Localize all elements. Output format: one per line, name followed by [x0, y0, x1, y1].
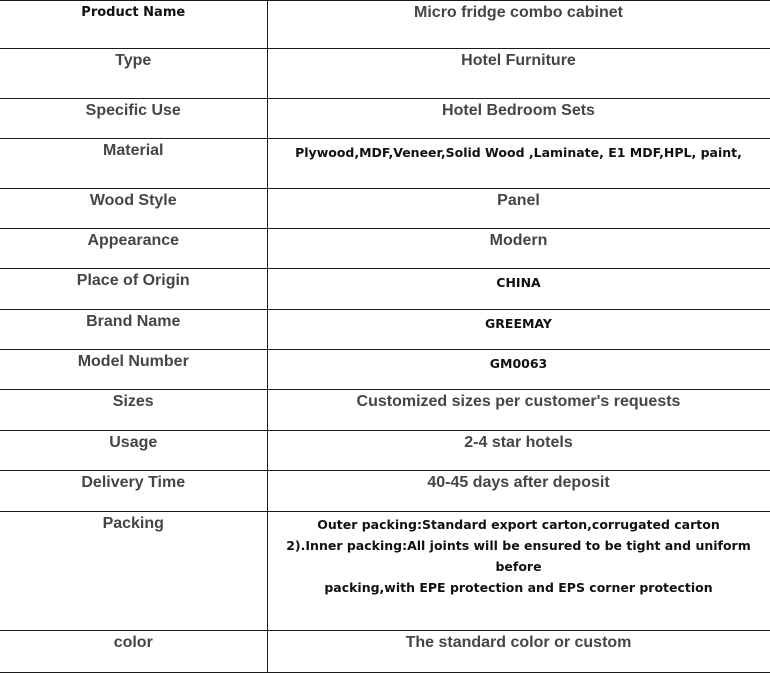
table-row-delivery-time — [0, 471, 770, 512]
row-value-text: Modern — [489, 232, 548, 249]
table-row-product-name — [0, 1, 770, 49]
row-key — [0, 269, 267, 310]
row-value — [267, 189, 770, 229]
row-key-text: Brand Name — [86, 313, 181, 330]
row-key — [0, 350, 267, 390]
table-row-place-of-origin — [0, 269, 770, 310]
row-value-text: Hotel Bedroom Sets — [442, 102, 595, 119]
row-key — [0, 431, 267, 471]
table-row-specific-use — [0, 99, 770, 139]
row-key — [0, 390, 267, 431]
row-value — [267, 631, 770, 673]
table-row-color — [0, 631, 770, 673]
row-value — [267, 99, 770, 139]
table-row-sizes — [0, 390, 770, 431]
row-value-text: 40-45 days after deposit — [427, 474, 610, 491]
row-key-text: Appearance — [87, 232, 180, 249]
row-key — [0, 1, 267, 49]
row-key-text: Type — [115, 52, 152, 69]
row-value-text: Plywood,MDF,Veneer,Solid Wood ,Laminate, E1 MDF,HPL, paint, — [295, 145, 742, 160]
row-value-text: Micro fridge combo cabinet — [414, 4, 623, 21]
row-value — [267, 350, 770, 390]
row-key — [0, 512, 267, 631]
row-key-text: Delivery Time — [81, 474, 186, 491]
packing-line: packing,with EPE protection and EPS corner protection — [324, 580, 713, 595]
row-value — [267, 310, 770, 350]
row-key — [0, 99, 267, 139]
row-value-text: 2-4 star hotels — [464, 434, 573, 451]
row-value — [267, 431, 770, 471]
row-value-text: GREEMAY — [485, 316, 552, 331]
table-row-type — [0, 49, 770, 99]
row-key — [0, 189, 267, 229]
row-key — [0, 229, 267, 269]
table-row-wood-style — [0, 189, 770, 229]
row-value — [267, 229, 770, 269]
table-row-appearance — [0, 229, 770, 269]
row-value-text: CHINA — [496, 275, 541, 290]
row-key — [0, 471, 267, 512]
row-key-text: Usage — [109, 434, 158, 451]
row-value — [267, 512, 770, 631]
table-row-model-number — [0, 350, 770, 390]
row-key-text: Place of Origin — [76, 272, 190, 289]
row-value-text: Customized sizes per customer's requests — [356, 393, 681, 410]
row-key-text: Wood Style — [89, 192, 177, 209]
row-key-text: Model Number — [77, 353, 189, 370]
packing-line: 2).Inner packing:All joints will be ensured to be tight and uniform before — [286, 538, 751, 574]
row-key-text: Material — [103, 142, 164, 159]
row-value-text: Panel — [497, 192, 540, 209]
row-key-text: Sizes — [112, 393, 154, 410]
packing-text-block — [268, 512, 770, 598]
row-key — [0, 49, 267, 99]
table-row-usage — [0, 431, 770, 471]
row-key — [0, 310, 267, 350]
row-value — [267, 471, 770, 512]
row-key — [0, 631, 267, 673]
row-value — [267, 49, 770, 99]
row-value — [267, 390, 770, 431]
table-row-packing — [0, 512, 770, 631]
table-row-brand-name — [0, 310, 770, 350]
table-row-material — [0, 139, 770, 189]
row-key-text: Specific Use — [85, 102, 181, 119]
row-value-text: The standard color or custom — [405, 634, 632, 651]
row-value-text: Hotel Furniture — [461, 52, 576, 69]
row-key-text: Product Name — [81, 5, 186, 20]
row-value-text: GM0063 — [489, 356, 548, 371]
row-key — [0, 139, 267, 189]
row-value — [267, 1, 770, 49]
packing-line: Outer packing:Standard export carton,corrugated carton — [317, 517, 720, 532]
row-value — [267, 269, 770, 310]
row-key-text: Packing — [102, 515, 164, 532]
row-key-text: color — [113, 634, 153, 651]
row-value — [267, 139, 770, 189]
